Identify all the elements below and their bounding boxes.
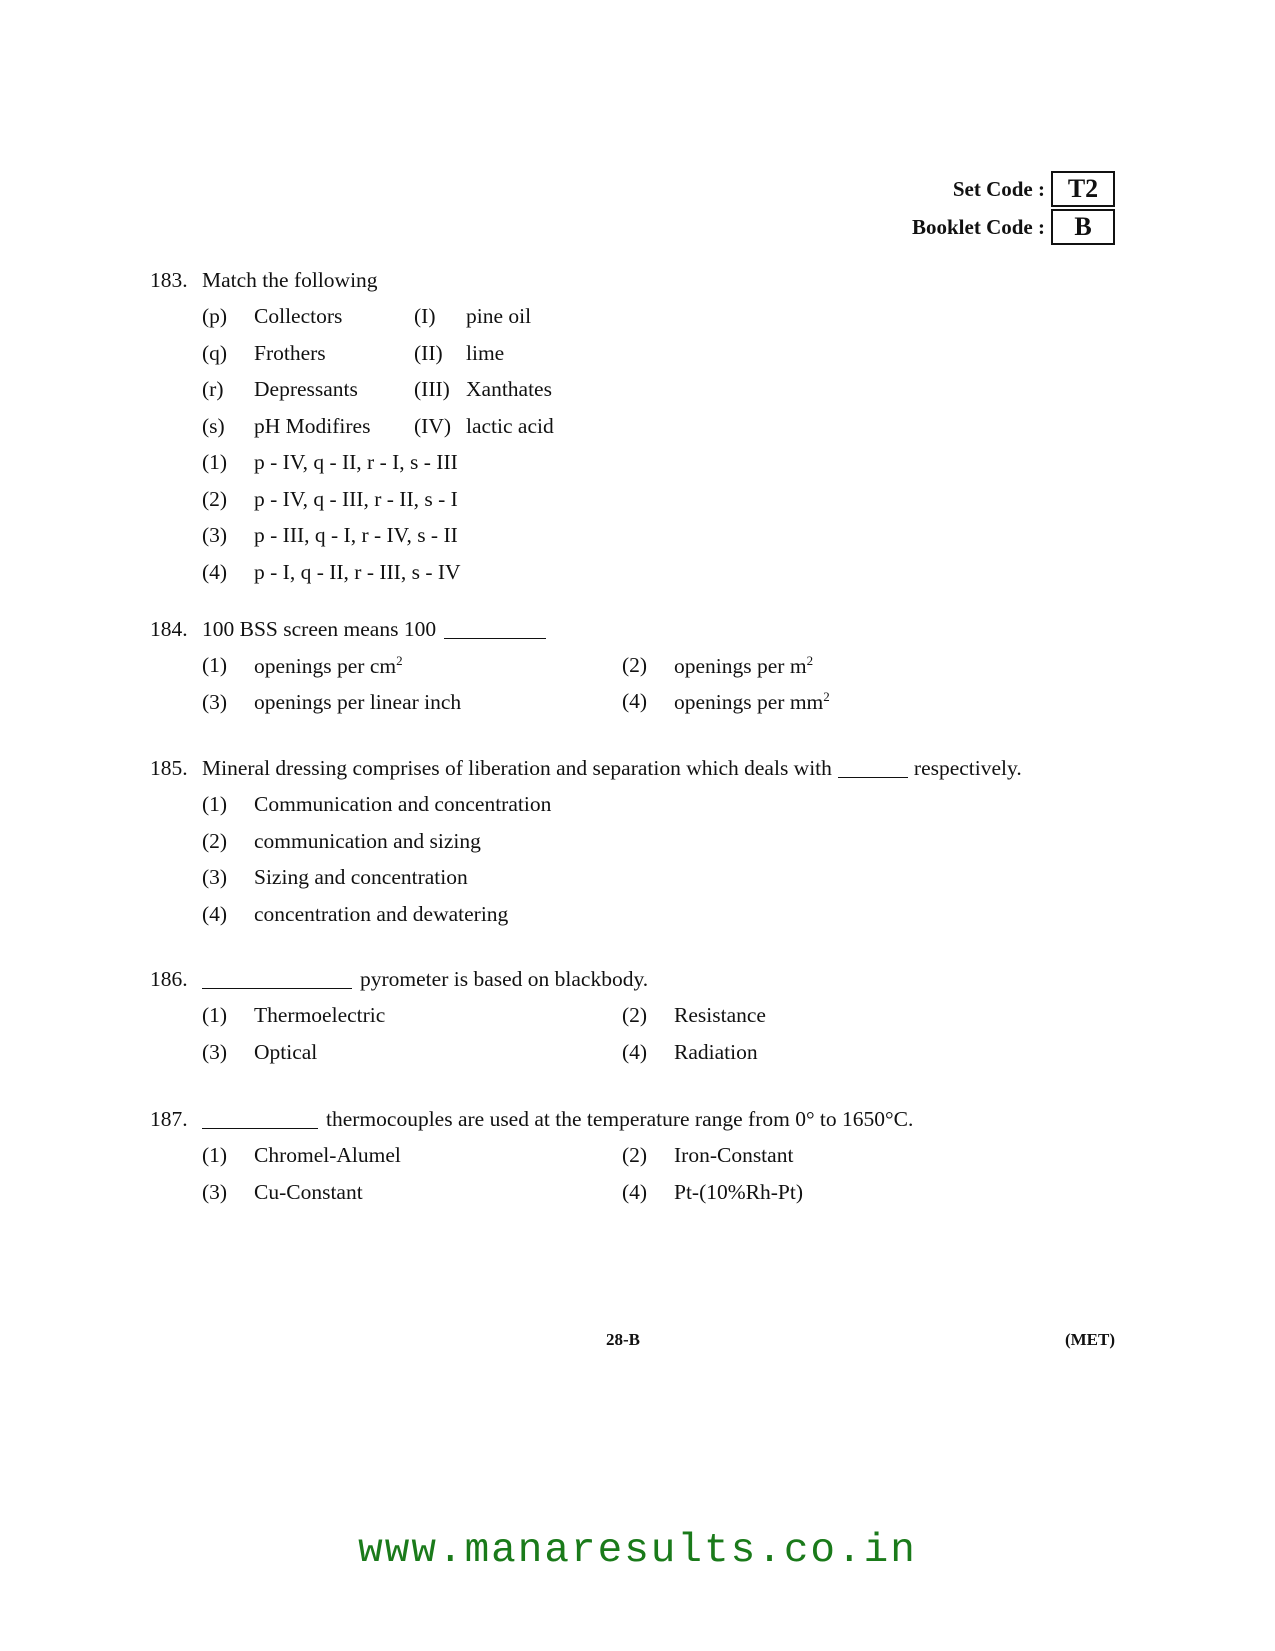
subject-code: (MET) xyxy=(1064,1330,1115,1349)
match-right-label: (III) xyxy=(414,377,450,402)
question-text-after: respectively. xyxy=(913,755,1022,780)
question-text: 100 BSS screen means 100 xyxy=(202,616,437,641)
option-text: Pt-(10%Rh-Pt) xyxy=(674,1179,803,1204)
option-text: Optical xyxy=(254,1039,318,1064)
match-left-label: (s) xyxy=(202,413,225,438)
option-label: (1) xyxy=(202,652,228,677)
option-text: Thermoelectric xyxy=(254,1003,386,1028)
option-1[interactable] xyxy=(202,1143,622,1168)
option-label: (4) xyxy=(622,689,648,714)
match-row xyxy=(150,335,1110,372)
question-number: 183. xyxy=(150,267,188,292)
option-1[interactable] xyxy=(202,1003,622,1028)
match-left-label: (p) xyxy=(202,304,228,329)
option-text: Communication and concentration xyxy=(254,792,552,817)
option-label: (1) xyxy=(202,450,228,475)
option-3[interactable] xyxy=(150,518,1110,555)
option-4[interactable] xyxy=(150,896,1110,933)
match-right-text: lime xyxy=(466,340,505,365)
option-text: Cu-Constant xyxy=(254,1179,363,1204)
question-183 xyxy=(150,262,1110,591)
option-row xyxy=(150,1034,1110,1071)
option-text: openings per linear inch xyxy=(254,689,462,714)
option-text: p - I, q - II, r - III, s - IV xyxy=(254,559,461,584)
option-label: (2) xyxy=(202,486,228,511)
set-code-row xyxy=(912,170,1115,208)
option-row xyxy=(150,1174,1110,1211)
option-label: (2) xyxy=(622,1003,648,1028)
option-label: (3) xyxy=(202,865,228,890)
option-label: (2) xyxy=(202,828,228,853)
question-187 xyxy=(150,1101,1110,1211)
option-label: (1) xyxy=(202,792,228,817)
question-text-before: Mineral dressing comprises of liberation and separation which deals with xyxy=(202,755,832,780)
match-left-text: Depressants xyxy=(254,377,358,402)
option-text: openings per $m^2$ xyxy=(674,652,814,678)
question-number: 186. xyxy=(150,966,188,991)
watermark-url[interactable]: www.manaresults.co.in xyxy=(358,1528,917,1574)
match-right-label: (II) xyxy=(414,340,443,365)
option-text: Radiation xyxy=(674,1039,758,1064)
booklet-code-row xyxy=(912,208,1115,246)
question-number: 184. xyxy=(150,616,188,641)
match-right-text: pine oil xyxy=(466,304,532,329)
option-2[interactable] xyxy=(622,1003,1042,1028)
question-text: thermocouples are used at the temperature range from 0° to 1650°C. xyxy=(326,1106,914,1131)
option-label: (4) xyxy=(622,1179,648,1204)
option-row xyxy=(150,1138,1110,1175)
question-stem xyxy=(150,961,1110,998)
match-left-label: (q) xyxy=(202,340,228,365)
option-label: (2) xyxy=(622,1143,648,1168)
option-text: openings per $cm^2$ xyxy=(254,652,403,678)
option-2[interactable] xyxy=(622,653,1042,679)
option-label: (4) xyxy=(202,559,228,584)
match-left-text: pH Modifires xyxy=(254,413,371,438)
option-label: (1) xyxy=(202,1003,228,1028)
answer-blank xyxy=(444,620,546,639)
option-label: (3) xyxy=(202,523,228,548)
option-4[interactable] xyxy=(622,1040,1042,1065)
question-number: 187. xyxy=(150,1106,188,1131)
option-text: communication and sizing xyxy=(254,828,481,853)
option-4[interactable] xyxy=(622,689,1042,715)
option-text: p - III, q - I, r - IV, s - II xyxy=(254,523,458,548)
option-1[interactable] xyxy=(202,653,622,679)
answer-blank xyxy=(202,970,352,989)
option-2[interactable] xyxy=(150,481,1110,518)
option-2[interactable] xyxy=(622,1143,1042,1168)
booklet-code-label: Booklet Code : xyxy=(912,214,1045,239)
answer-blank xyxy=(838,759,908,778)
superscript: 2 xyxy=(396,652,403,668)
set-code-value: T2 xyxy=(1051,171,1115,207)
option-row xyxy=(150,684,1110,721)
match-left-text: Collectors xyxy=(254,304,343,329)
question-185 xyxy=(150,750,1110,933)
option-3[interactable] xyxy=(202,1180,622,1205)
option-3[interactable] xyxy=(202,690,622,715)
option-text: Chromel-Alumel xyxy=(254,1143,401,1168)
option-label: (2) xyxy=(622,652,648,677)
option-label: (4) xyxy=(202,901,228,926)
match-right-label: (I) xyxy=(414,304,436,329)
option-text: openings per $mm^2$ xyxy=(674,689,830,715)
option-text: p - IV, q - II, r - I, s - III xyxy=(254,450,458,475)
match-row xyxy=(150,372,1110,409)
answer-blank xyxy=(202,1110,318,1129)
option-3[interactable] xyxy=(150,860,1110,897)
superscript: 2 xyxy=(806,652,814,668)
superscript: 2 xyxy=(823,689,830,705)
option-text: Sizing and concentration xyxy=(254,865,468,890)
question-stem xyxy=(150,750,1110,787)
option-4[interactable] xyxy=(150,554,1110,591)
option-label: (4) xyxy=(622,1039,648,1064)
code-block xyxy=(912,170,1115,246)
option-3[interactable] xyxy=(202,1040,622,1065)
option-2[interactable] xyxy=(150,823,1110,860)
question-stem xyxy=(150,1101,1110,1138)
question-184 xyxy=(150,611,1110,721)
option-text: Iron-Constant xyxy=(674,1143,794,1168)
match-right-label: (IV) xyxy=(414,413,452,438)
question-stem xyxy=(150,262,1110,299)
question-number: 185. xyxy=(150,755,188,780)
option-label: (3) xyxy=(202,1179,228,1204)
question-text: Match the following xyxy=(202,267,378,292)
option-label: (3) xyxy=(202,1039,228,1064)
option-4[interactable] xyxy=(622,1180,1042,1205)
option-row xyxy=(150,648,1110,685)
option-row xyxy=(150,998,1110,1035)
question-text: pyrometer is based on blackbody. xyxy=(360,966,649,991)
set-code-label: Set Code : xyxy=(952,176,1045,201)
option-label: (1) xyxy=(202,1143,228,1168)
option-1[interactable] xyxy=(150,787,1110,824)
page-number: 28-B xyxy=(606,1330,640,1349)
option-text: Resistance xyxy=(674,1003,766,1028)
question-stem xyxy=(150,611,1110,648)
match-left-label: (r) xyxy=(202,377,224,402)
option-label: (3) xyxy=(202,689,228,714)
booklet-code-value: B xyxy=(1051,209,1115,245)
option-text: concentration and dewatering xyxy=(254,901,509,926)
match-row xyxy=(150,408,1110,445)
option-text: p - IV, q - III, r - II, s - I xyxy=(254,486,458,511)
option-1[interactable] xyxy=(150,445,1110,482)
match-right-text: Xanthates xyxy=(466,377,552,402)
question-186 xyxy=(150,961,1110,1071)
match-right-text: lactic acid xyxy=(466,413,554,438)
match-left-text: Frothers xyxy=(254,340,326,365)
match-row xyxy=(150,299,1110,336)
